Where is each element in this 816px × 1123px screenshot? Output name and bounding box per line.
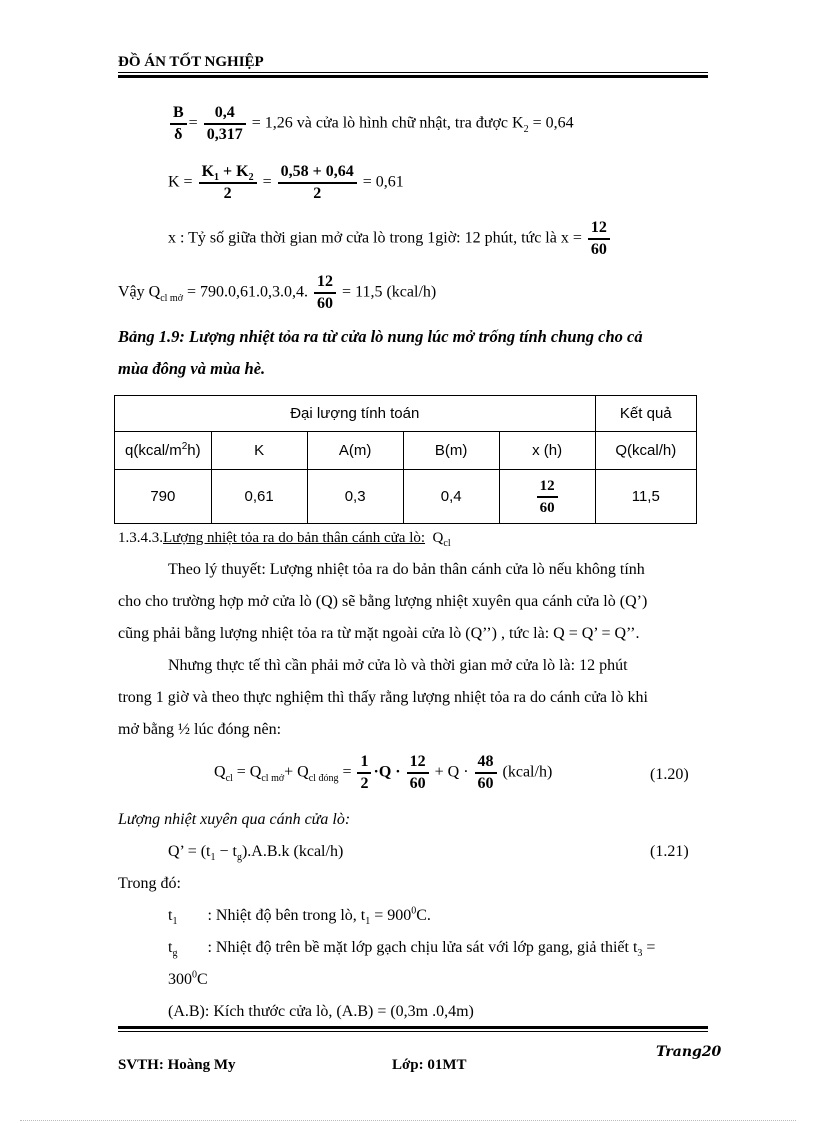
def-tg: $t_g$ : Nhiệt độ trên bề mặt lớp gạch chịu lửa sát với lớp gang, giả thiết $t_3$ = [168,939,656,960]
header-rule-thick [118,75,708,78]
eq-x: x : Tỷ số giữa thời gian mở cửa lò trong 1giờ: 12 phút, tức là x = $\frac{12}{60}$ [168,218,612,260]
table-cell: 0,4 [403,470,499,524]
data-table [114,395,697,524]
def-tg-line2: $300^0C$ [168,969,208,988]
header-title: ĐỒ ÁN TỐT NGHIỆP [118,54,264,70]
table-caption-line1: Bảng 1.9: Lượng nhiệt tỏa ra từ cửa lò nung lúc mở trống tính chung cho cả [118,327,643,346]
table-cell: 0,61 [211,470,307,524]
footer-page: Trang20 [656,1044,722,1060]
def-t1: $t_1$ : Nhiệt độ bên trong lò, $t_1 = 900^0C$. [168,905,431,928]
section-heading: 1.3.4.3.Lượng nhiệt tỏa ra do bản thân cánh cửa lò: $Q_{cl}$ [118,530,451,549]
table-cell: 790 [115,470,212,524]
para1-line1: Theo lý thuyết: Lượng nhiệt tỏa ra do bản thân cánh cửa lò nếu không tính [168,561,645,578]
footer-class: Lớp: 01MT [392,1057,467,1073]
eq-1-20: $Q_{cl} = Q_{cl mở}+ Q_{cl đóng}$ = $\frac{1}{2}$ ·Q · $\frac{12}{60}$ + Q · $\frac{48}{60}$ (kcal/h) [214,753,553,792]
table-col-q-result: Q(kcal/h) [595,432,696,470]
table-cell-fraction: $\frac{12}{60}$ [499,470,595,524]
table-col-a: A(m) [307,432,403,470]
trong-do: Trong đó: [118,875,181,892]
heading-xuyen: Lượng nhiệt xuyên qua cánh cửa lò: [118,811,351,828]
page-edge-divider [20,1120,796,1121]
header-rule-thin [118,72,708,73]
eq-1-21: Q’ = $(t_1 - t_g).A.B.k$ (kcal/h) [168,843,344,864]
table-col-q: $q(kcal/m^2h)$ [115,432,212,470]
footer-student: SVTH: Hoàng My [118,1057,236,1073]
eq-1-21-number: (1.21) [650,843,689,860]
footer-rule-thick [118,1026,708,1029]
table-col-k: K [211,432,307,470]
para2-line3: mở bằng ½ lúc đóng nên: [118,721,282,738]
para2-line1: Nhưng thực tế thì cần phải mở cửa lò và thời gian mở cửa lò là: 12 phút [168,657,628,674]
table-cell: 0,3 [307,470,403,524]
eq-1-20-number: (1.20) [650,766,689,783]
table-result-header: Kết quả [595,396,696,432]
table-col-x: x (h) [499,432,595,470]
table-cell: 11,5 [595,470,696,524]
eq-q-cl-mo: Vậy $Q_{cl mở} = 790.0,61.0,3.0,4$. $\frac{12}{60}$ = 11,5 (kcal/h) [118,273,437,312]
eq-k: K = $\frac{K_1 + K_2}{2}$ = $\frac{0,58 + 0,64}{2}$ = 0,61 [168,163,404,202]
table-caption-line2: mùa đông và mùa hè. [118,359,266,378]
footer-rule-thin [118,1031,708,1032]
def-ab: (A.B): Kích thước cửa lò, (A.B) = (0,3m .0,4m) [168,1003,474,1020]
table-col-b: B(m) [403,432,499,470]
para1-line3: cũng phải bằng lượng nhiệt tỏa ra từ mặt ngoài cửa lò (Q’’) , tức là: Q = Q’ = Q’’. [118,625,640,642]
eq-b-delta: $\frac{B}{\delta}$ = $\frac{0,4}{0,317}$ = 1,26 và cửa lò hình chữ nhật, tra được $K_2 = 0,64$ [168,103,574,145]
para2-line2: trong 1 giờ và theo thực nghiệm thì thấy rằng lượng nhiệt tỏa ra do cánh cửa lò khi [118,689,648,706]
para1-line2: cho cho trường hợp mở cửa lò (Q) sẽ bằng lượng nhiệt xuyên qua cánh cửa lò (Q’) [118,593,648,610]
table-group-header: Đại lượng tính toán [115,396,596,432]
